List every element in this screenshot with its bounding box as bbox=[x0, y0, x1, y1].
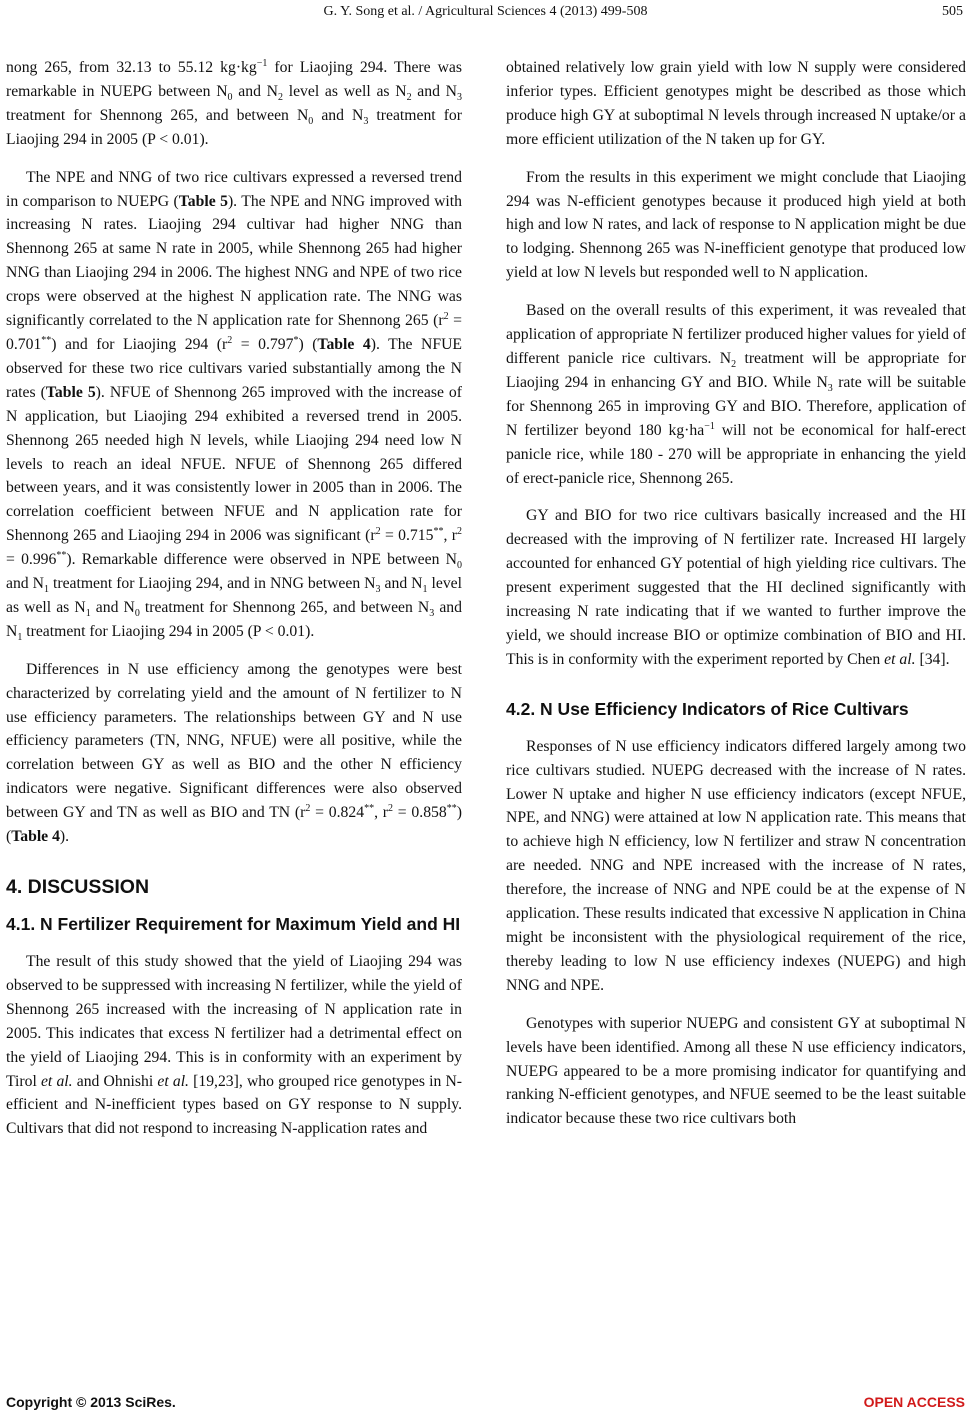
section-heading: 4. DISCUSSION bbox=[6, 876, 150, 898]
paragraph: From the results in this experiment we might conclude that Liaojing 294 was N-efficient genotypes because it produced high yield at both high and low N rates, and lack of response to N application might be due to lodging. Shennong 265 was N-inefficient genotype that produced low yield at low N levels but responded well to N application. bbox=[506, 168, 966, 282]
page-number: 505 bbox=[942, 4, 963, 19]
paragraph: nong 265, from 32.13 to 55.12 $kg\cdot kg^{-1}$ for Liaojing 294. There was remarkable in NUEPG between $N_0$ and $N_2$ level as well as $N_2$ and $N_3$ treatment for Shennong 265, and between $N_0$ and $N_3$ treatment for Liaojing 294 in 2005 (P < 0.01). bbox=[6, 57, 463, 148]
running-title: G. Y. Song et al. / Agricultural Sciences 4 (2013) 499-508 bbox=[323, 4, 648, 19]
right-column bbox=[506, 56, 966, 1145]
subsection-heading: 4.2. N Use Efficiency Indicators of Rice Cultivars bbox=[506, 698, 909, 719]
paragraph: GY and BIO for two rice cultivars basically increased and the HI decreased with the improving of N fertilizer rate. Increased HI largely accounted for enhanced GY potential of high yielding rice cultivars. The present experiment suggested that the HI declined significantly with increasing N rate indicating that if we wanted to further improve the yield, we should increase BIO or optimize combination of BIO and HI. This is in conformity with the experiment reported by Chen et al. [34]. bbox=[506, 507, 966, 668]
page-header bbox=[0, 0, 971, 30]
paragraph: Responses of N use efficiency indicators differed largely among two rice cultivars studied. NUEPG decreased with the increase of N rates. Lower N uptake and higher N use efficiency indicators (except NFUE, NPE, and NNG) were attained at low N application rate. This means that to achieve high N efficiency, low N fertilizer and straw N concentration are needed. NNG and NPE increased with the increase of N rates, therefore, the increase of NNG and NPE could be at the expense of N application. These results indicated that excessive N application in China might be inconsistent with the physiological requirement of the rice, thereby leading to low N use efficiency indexes (NUEPG) and high NNG and NPE. bbox=[506, 737, 966, 994]
paragraph: The result of this study showed that the yield of Liaojing 294 was observed to be suppressed with increasing N fertilizer, while the yield of Shennong 265 increased with the increasing of N application rate in 2005. This indicates that excess N fertilizer had a detrimental effect on the yield of Liaojing 294. This is in conformity with an experiment by Tirol et al. and Ohnishi et al. [19,23], who grouped rice genotypes in N-efficient and N-inefficient types based on GY response to N supply. Cultivars that did not respond to increasing N-application rates and bbox=[6, 953, 462, 1138]
left-column bbox=[6, 56, 462, 1155]
page-footer bbox=[6, 1394, 965, 1414]
paragraph: The NPE and NNG of two rice cultivars expressed a reversed trend in comparison to NUEPG (Table 5). The NPE and NNG improved with increasing N rates. Liaojing 294 cultivar had higher NNG than Shennong 265 at same N rate in 2005, while Shennong 265 had higher NNG than Liaojing 294 in 2006. The highest NNG and NPE of two rice crops were observed at the highest N application rate. The NNG was significantly correlated to the N application rate for Shennong 265 $(r^2 = 0.701^{**})$ and for Liaojing 294 $(r^2 = 0.797^*)$ (Table 4). The NFUE observed for these two rice cultivars varied substantially among the N rates (Table 5). NFUE of Shennong 265 improved with the increase of N application, but Liaojing 294 exhibited a reversed trend in 2005. Shennong 265 needed high N levels, while Liaojing 294 need low N levels to reach an ideal NFUE. NFUE of Shennong 265 differed between years, and it was consistently lower in 2005 than in 2006. The correlation coefficient between NFUE and N application rate for Shennong 265 and Liaojing 294 in 2006 was significant ($r^2 = 0.715^{**}$, $r^2 = 0.996^{**}$). Remarkable difference were observed in NPE between $N_0$ and $N_1$ treatment for Liaojing 294, and in NNG between $N_3$ and $N_1$ level as well as $N_1$ and $N_0$ treatment for Shennong 265, and between $N_3$ and $N_1$ treatment for Liaojing 294 in 2005 (P < 0.01). bbox=[6, 168, 463, 643]
paragraph: Based on the overall results of this experiment, it was revealed that application of appropriate N fertilizer produced higher values for yield of different panicle rice cultivars. $N_2$ treatment will be appropriate for Liaojing 294 in enhancing GY and BIO. While $N_3$ rate will be suitable for Shennong 265 in improving GY and BIO. Therefore, application of N fertilizer beyond 180 $kg\cdot ha^{-1}$ will not be economical for half-erect panicle rice, while 180 - 270 will be appropriate in enhancing the yield of erect-panicle rice, Shennong 265. bbox=[506, 302, 966, 487]
paragraph: Genotypes with superior NUEPG and consistent GY at suboptimal N levels have been identified. Among all these N use efficiency indicators, NUEPG appeared to be a more promising indicator for quantifying and ranking N-efficient genotypes, and NFUE seemed to be the least suitable indicator because these two rice cultivars both bbox=[506, 1014, 966, 1128]
copyright-notice: Copyright © 2013 SciRes. bbox=[6, 1394, 176, 1410]
paragraph: Differences in N use efficiency among the genotypes were best characterized by correlating yield and the amount of N fertilizer to N use efficiency parameters. The relationships between GY and N use efficiency parameters (TN, NNG, NFUE) were all positive, while the correlation between GY as well as BIO and the other N efficiency indicators were negative. Significant differences were also observed between GY and TN as well as BIO and TN ($r^2 = 0.824^{**}$, $r^2 = 0.858^{**}$) (Table 4). bbox=[6, 660, 462, 846]
open-access-label: OPEN ACCESS bbox=[863, 1394, 965, 1410]
paragraph: obtained relatively low grain yield with low N supply were considered inferior types. Efficient genotypes might be described as those which produce high GY at suboptimal N levels through increased N uptake/or a more efficient utilization of the N taken up for GY. bbox=[506, 59, 966, 148]
subsection-heading: 4.1. N Fertilizer Requirement for Maximum Yield and HI bbox=[6, 914, 461, 934]
